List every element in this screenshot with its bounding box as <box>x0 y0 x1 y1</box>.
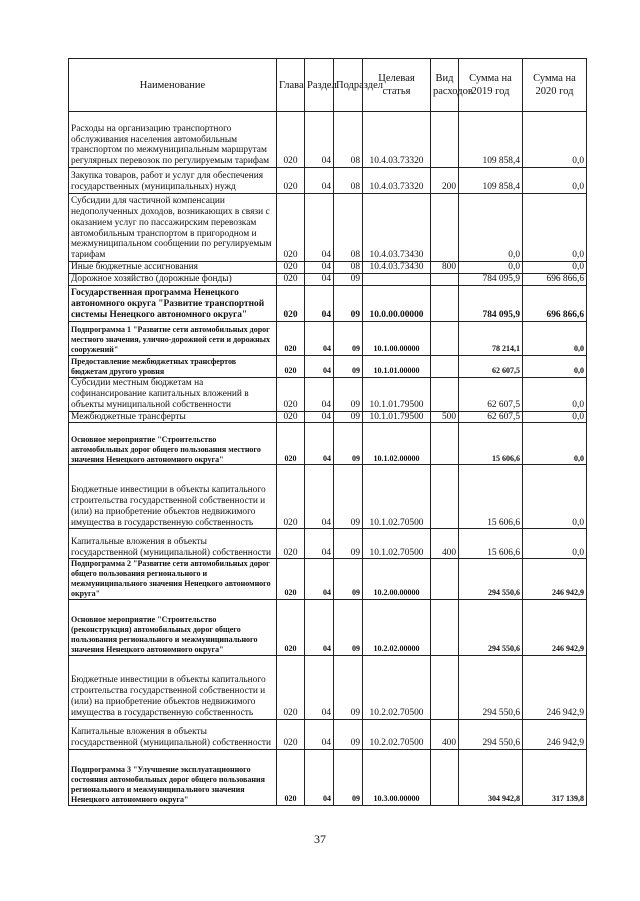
cell-sum2020: 246 942,9 <box>523 599 587 655</box>
cell-sum2019: 15 606,6 <box>459 423 523 465</box>
cell-name: Закупка товаров, работ и услуг для обеспечения государственных (муниципальных) нужд <box>69 168 277 194</box>
cell-sum2019: 15 606,6 <box>459 465 523 529</box>
header-podrazdel: Подраздел <box>334 59 363 112</box>
cell-glava: 020 <box>277 377 305 411</box>
table-row <box>69 273 587 285</box>
cell-vid: 800 <box>431 262 459 274</box>
cell-vid: 200 <box>431 168 459 194</box>
cell-name: Дорожное хозяйство (дорожные фонды) <box>69 273 277 285</box>
cell-razdel: 04 <box>305 749 334 805</box>
cell-tselevaya: 10.1.02.00000 <box>363 423 431 465</box>
cell-sum2019: 109 858,4 <box>459 168 523 194</box>
cell-glava: 020 <box>277 355 305 377</box>
header-glava: Глава <box>277 59 305 112</box>
cell-sum2020: 0,0 <box>523 355 587 377</box>
cell-name: Иные бюджетные ассигнования <box>69 262 277 274</box>
cell-vid <box>431 377 459 411</box>
cell-glava: 020 <box>277 285 305 321</box>
cell-sum2019: 78 214,1 <box>459 321 523 355</box>
cell-tselevaya: 10.2.02.00000 <box>363 599 431 655</box>
cell-razdel: 04 <box>305 262 334 274</box>
cell-razdel: 04 <box>305 655 334 719</box>
table-row <box>69 355 587 377</box>
cell-podrazdel: 09 <box>334 719 363 749</box>
cell-razdel: 04 <box>305 465 334 529</box>
cell-sum2020: 0,0 <box>523 423 587 465</box>
cell-vid <box>431 559 459 599</box>
cell-name: Подпрограмма 3 "Улучшение эксплуатационного состояния автомобильных дорог общего пользования регионального и межмуниципального значения Ненецкого автономного округа" <box>69 749 277 805</box>
cell-podrazdel: 08 <box>334 168 363 194</box>
cell-tselevaya: 10.0.00.00000 <box>363 285 431 321</box>
cell-podrazdel: 09 <box>334 377 363 411</box>
cell-sum2019: 62 607,5 <box>459 355 523 377</box>
table-row <box>69 262 587 274</box>
cell-glava: 020 <box>277 194 305 262</box>
table-row <box>69 465 587 529</box>
cell-razdel: 04 <box>305 599 334 655</box>
cell-sum2019: 0,0 <box>459 194 523 262</box>
cell-name: Капитальные вложения в объекты государственной (муниципальной) собственности <box>69 719 277 749</box>
cell-name: Подпрограмма 1 "Развитие сети автомобильных дорог местного значения, улично-дорожной сети и дорожных сооружений" <box>69 321 277 355</box>
cell-glava: 020 <box>277 599 305 655</box>
cell-tselevaya: 10.1.01.79500 <box>363 377 431 411</box>
cell-vid <box>431 112 459 168</box>
cell-glava: 020 <box>277 411 305 423</box>
cell-vid <box>431 423 459 465</box>
cell-razdel: 04 <box>305 194 334 262</box>
cell-sum2019: 294 550,6 <box>459 559 523 599</box>
budget-table <box>68 58 587 806</box>
cell-glava: 020 <box>277 262 305 274</box>
cell-sum2019: 294 550,6 <box>459 655 523 719</box>
cell-razdel: 04 <box>305 529 334 559</box>
cell-tselevaya: 10.4.03.73430 <box>363 262 431 274</box>
cell-sum2020: 246 942,9 <box>523 655 587 719</box>
cell-podrazdel: 09 <box>334 529 363 559</box>
table-row <box>69 655 587 719</box>
cell-vid <box>431 355 459 377</box>
table-row <box>69 719 587 749</box>
cell-sum2020: 0,0 <box>523 194 587 262</box>
cell-razdel: 04 <box>305 112 334 168</box>
table-row <box>69 411 587 423</box>
header-razdel: Раздел <box>305 59 334 112</box>
cell-sum2019: 294 550,6 <box>459 719 523 749</box>
cell-vid <box>431 285 459 321</box>
cell-podrazdel: 08 <box>334 194 363 262</box>
cell-sum2020: 0,0 <box>523 262 587 274</box>
cell-name: Подпрограмма 2 "Развитие сети автомобильных дорог общего пользования регионального и межмуниципального значения Ненецкого автономного округа" <box>69 559 277 599</box>
cell-tselevaya: 10.1.01.00000 <box>363 355 431 377</box>
cell-name: Расходы на организацию транспортного обслуживания населения автомобильным транспортом по межмуниципальным маршрутам регулярных перевозок по регулируемым тарифам <box>69 112 277 168</box>
cell-glava: 020 <box>277 465 305 529</box>
cell-sum2019: 784 095,9 <box>459 285 523 321</box>
cell-name: Основное мероприятие "Строительство (реконструкция) автомобильных дорог общего пользования регионального и межмуниципального значения Ненецкого автономного округа" <box>69 599 277 655</box>
cell-name: Государственная программа Ненецкого автономного округа "Развитие транспортной системы Ненецкого автономного округа" <box>69 285 277 321</box>
cell-podrazdel: 09 <box>334 321 363 355</box>
cell-sum2020: 0,0 <box>523 168 587 194</box>
cell-razdel: 04 <box>305 559 334 599</box>
table-row <box>69 194 587 262</box>
cell-tselevaya: 10.4.03.73320 <box>363 168 431 194</box>
cell-razdel: 04 <box>305 168 334 194</box>
header-vid: Вид расходов <box>431 59 459 112</box>
cell-sum2019: 294 550,6 <box>459 599 523 655</box>
cell-sum2020: 317 139,8 <box>523 749 587 805</box>
cell-vid <box>431 465 459 529</box>
cell-podrazdel: 09 <box>334 655 363 719</box>
cell-glava: 020 <box>277 168 305 194</box>
cell-sum2020: 246 942,9 <box>523 559 587 599</box>
cell-tselevaya: 10.4.03.73430 <box>363 194 431 262</box>
cell-name: Межбюджетные трансферты <box>69 411 277 423</box>
cell-podrazdel: 09 <box>334 599 363 655</box>
cell-name: Субсидии для частичной компенсации недополученных доходов, возникающих в связи с оказанием услуг по пассажирским перевозкам автомобильным транспортом в пригородном и межмуниципальном сообщении по регулируемым тарифам <box>69 194 277 262</box>
cell-podrazdel: 09 <box>334 465 363 529</box>
cell-podrazdel: 09 <box>334 411 363 423</box>
cell-tselevaya: 10.4.03.73320 <box>363 112 431 168</box>
cell-name: Основное мероприятие "Строительство автомобильных дорог общего пользования местного значения Ненецкого автономного округа" <box>69 423 277 465</box>
cell-podrazdel: 08 <box>334 262 363 274</box>
cell-glava: 020 <box>277 112 305 168</box>
cell-glava: 020 <box>277 655 305 719</box>
cell-podrazdel: 09 <box>334 749 363 805</box>
cell-vid <box>431 273 459 285</box>
header-name: Наименование <box>69 59 277 112</box>
cell-razdel: 04 <box>305 377 334 411</box>
cell-vid <box>431 321 459 355</box>
cell-glava: 020 <box>277 273 305 285</box>
table-row <box>69 168 587 194</box>
table-row <box>69 321 587 355</box>
cell-sum2019: 109 858,4 <box>459 112 523 168</box>
cell-glava: 020 <box>277 529 305 559</box>
header-row <box>69 59 587 112</box>
table-row <box>69 112 587 168</box>
table-row <box>69 529 587 559</box>
cell-tselevaya: 10.3.00.00000 <box>363 749 431 805</box>
cell-razdel: 04 <box>305 285 334 321</box>
cell-tselevaya: 10.1.00.00000 <box>363 321 431 355</box>
cell-sum2019: 62 607,5 <box>459 377 523 411</box>
cell-razdel: 04 <box>305 321 334 355</box>
cell-sum2020: 0,0 <box>523 321 587 355</box>
table-row <box>69 599 587 655</box>
cell-name: Предоставление межбюджетных трансфертов бюджетам другого уровня <box>69 355 277 377</box>
cell-sum2020: 0,0 <box>523 377 587 411</box>
table-row <box>69 285 587 321</box>
cell-razdel: 04 <box>305 423 334 465</box>
cell-glava: 020 <box>277 321 305 355</box>
cell-podrazdel: 09 <box>334 273 363 285</box>
cell-glava: 020 <box>277 719 305 749</box>
cell-glava: 020 <box>277 559 305 599</box>
cell-sum2020: 0,0 <box>523 411 587 423</box>
cell-podrazdel: 09 <box>334 355 363 377</box>
cell-sum2020: 696 866,6 <box>523 273 587 285</box>
cell-tselevaya: 10.1.01.79500 <box>363 411 431 423</box>
table-row <box>69 559 587 599</box>
cell-name: Бюджетные инвестиции в объекты капитального строительства государственной собственности и (или) на приобретение объектов недвижимого имущества в государственную собственность <box>69 655 277 719</box>
cell-podrazdel: 08 <box>334 112 363 168</box>
cell-name: Субсидии местным бюджетам на софинансирование капитальных вложений в объекты муниципальной собственности <box>69 377 277 411</box>
cell-tselevaya: 10.1.02.70500 <box>363 465 431 529</box>
cell-name: Бюджетные инвестиции в объекты капитального строительства государственной собственности и (или) на приобретение объектов недвижимого имущества в государственную собственность <box>69 465 277 529</box>
cell-vid: 400 <box>431 719 459 749</box>
cell-sum2019: 62 607,5 <box>459 411 523 423</box>
cell-podrazdel: 09 <box>334 285 363 321</box>
cell-name: Капитальные вложения в объекты государственной (муниципальной) собственности <box>69 529 277 559</box>
table-row <box>69 377 587 411</box>
cell-vid <box>431 194 459 262</box>
cell-tselevaya: 10.1.02.70500 <box>363 529 431 559</box>
cell-sum2020: 0,0 <box>523 529 587 559</box>
cell-tselevaya: 10.2.00.00000 <box>363 559 431 599</box>
cell-vid <box>431 749 459 805</box>
cell-tselevaya: 10.2.02.70500 <box>363 719 431 749</box>
cell-razdel: 04 <box>305 411 334 423</box>
cell-vid: 400 <box>431 529 459 559</box>
cell-sum2020: 0,0 <box>523 112 587 168</box>
cell-sum2020: 696 866,6 <box>523 285 587 321</box>
header-tselevaya: Целевая статья <box>363 59 431 112</box>
cell-sum2020: 0,0 <box>523 465 587 529</box>
cell-sum2019: 304 942,8 <box>459 749 523 805</box>
cell-razdel: 04 <box>305 355 334 377</box>
cell-razdel: 04 <box>305 719 334 749</box>
cell-tselevaya: 10.2.02.70500 <box>363 655 431 719</box>
cell-tselevaya <box>363 273 431 285</box>
cell-vid <box>431 655 459 719</box>
cell-glava: 020 <box>277 749 305 805</box>
cell-sum2019: 0,0 <box>459 262 523 274</box>
cell-vid: 500 <box>431 411 459 423</box>
header-sum2019: Сумма на 2019 год <box>459 59 523 112</box>
cell-glava: 020 <box>277 423 305 465</box>
cell-sum2019: 15 606,6 <box>459 529 523 559</box>
cell-podrazdel: 09 <box>334 559 363 599</box>
cell-podrazdel: 09 <box>334 423 363 465</box>
cell-vid <box>431 599 459 655</box>
header-sum2020: Сумма на 2020 год <box>523 59 587 112</box>
table-row <box>69 423 587 465</box>
cell-sum2019: 784 095,9 <box>459 273 523 285</box>
cell-razdel: 04 <box>305 273 334 285</box>
page-number: 37 <box>314 832 326 846</box>
table-row <box>69 749 587 805</box>
cell-sum2020: 246 942,9 <box>523 719 587 749</box>
